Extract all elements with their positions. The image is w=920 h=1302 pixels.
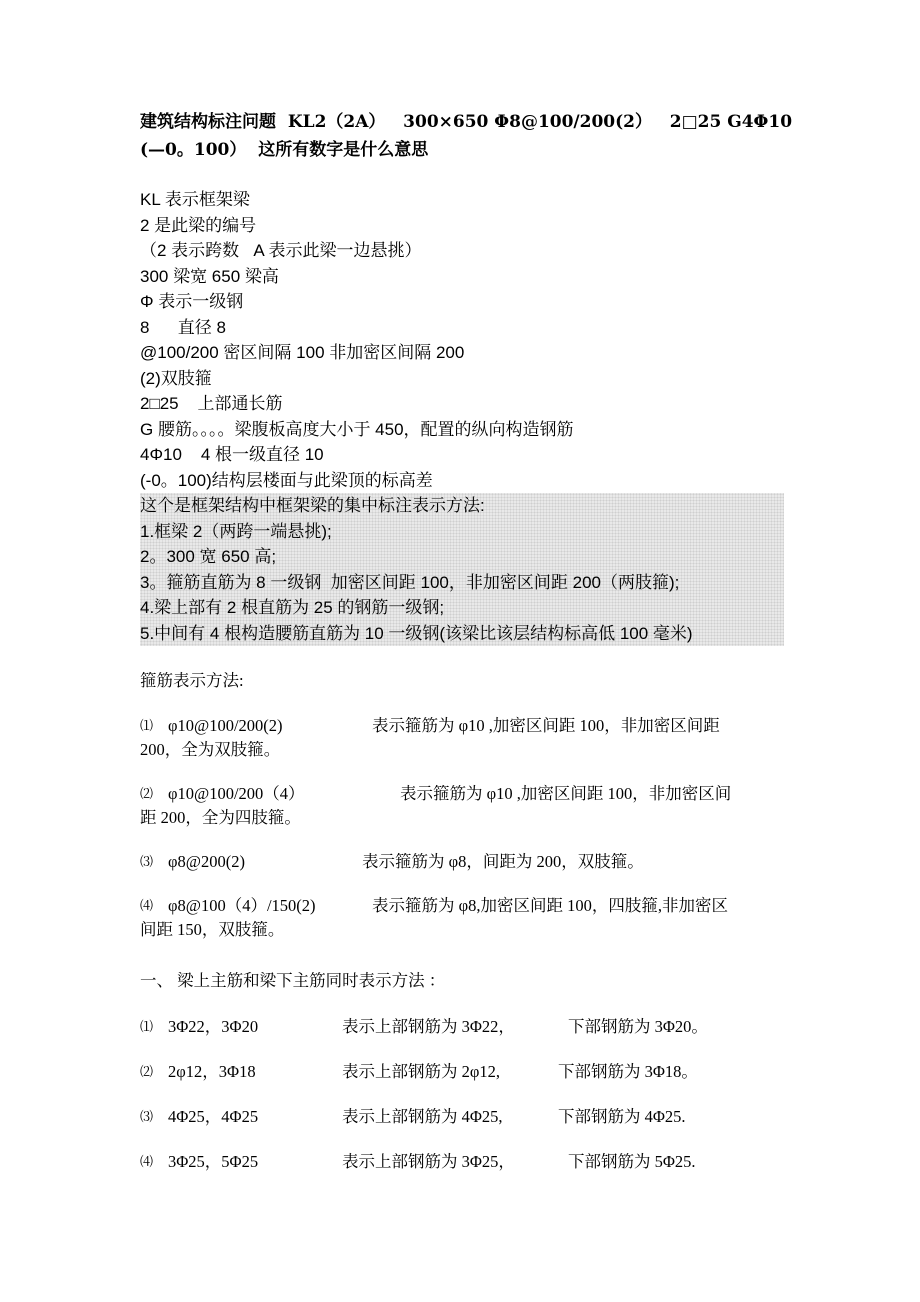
stirrup-code: φ10@100/200（4）: [168, 784, 305, 803]
stirrup-item: [140, 782, 800, 830]
stirrup-desc: 表示箍筋为 φ10 ,加密区间距 100，非加密区间: [400, 784, 732, 803]
bottom-bar-desc: 下部钢筋为 3Φ18。: [558, 1062, 698, 1081]
item-number: ⑵: [140, 1064, 154, 1079]
answer-line: G 腰筋。。。。梁腹板高度大小于 450，配置的纵向构造钢筋: [140, 419, 574, 439]
item-number: ⑶: [140, 1109, 154, 1124]
stirrup-code: φ10@100/200(2): [168, 716, 283, 735]
stirrup-desc-cont: 200，全为双肢箍。: [140, 740, 281, 759]
main-bar-code: 4Φ25，4Φ25: [168, 1107, 259, 1126]
answer-line: 4Φ10 4 根一级直径 10: [140, 445, 324, 464]
main-bar-row: [140, 1060, 800, 1084]
bottom-bar-desc: 下部钢筋为 5Φ25.: [568, 1152, 696, 1171]
item-number: ⑷: [140, 1154, 154, 1169]
stirrup-desc-cont: 距 200，全为四肢箍。: [140, 808, 301, 827]
highlighted-quote: [140, 493, 784, 646]
quote-line: 5.中间有 4 根构造腰筋直筋为 10 一级钢(该梁比该层结构标高低 100 毫米): [140, 623, 693, 643]
stirrup-section: [140, 668, 800, 1174]
stirrup-item: [140, 850, 800, 874]
item-number: ⑷: [140, 898, 154, 913]
item-text: [168, 850, 800, 874]
stirrup-item: [140, 714, 800, 762]
answer-line: Φ 表示一级钢: [140, 292, 244, 311]
item-number: ⑶: [140, 854, 154, 869]
quote-line: 2。300 宽 650 高;: [140, 547, 277, 566]
main-bar-row: [140, 1105, 800, 1129]
stirrup-heading: 箍筋表示方法:: [140, 671, 244, 690]
top-bar-desc: 表示上部钢筋为 3Φ22，: [342, 1017, 515, 1036]
stirrup-desc-cont: 间距 150，双肢箍。: [140, 920, 285, 939]
answer-line: (-0。100)结构层楼面与此梁顶的标高差: [140, 470, 433, 490]
top-bar-desc: 表示上部钢筋为 2φ12,: [342, 1062, 501, 1081]
answer-line: （2 表示跨数 A 表示此梁一边悬挑）: [140, 241, 422, 260]
main-bar-code: 3Φ22，3Φ20: [168, 1017, 259, 1036]
main-bar-heading: 一、 梁上主筋和梁下主筋同时表示方法 ：: [140, 971, 446, 990]
item-number: ⑴: [140, 718, 154, 733]
answer-line: 300 梁宽 650 梁高: [140, 266, 279, 286]
stirrup-desc: 表示箍筋为 φ8,加密区间距 100，四肢箍,非加密区: [372, 896, 729, 915]
main-bar-row: [140, 1150, 800, 1174]
bottom-bar-desc: 下部钢筋为 3Φ20。: [568, 1017, 708, 1036]
answer-line: @100/200 密区间隔 100 非加密区间隔 200: [140, 343, 465, 362]
main-bar-row: [140, 1015, 800, 1039]
stirrup-code: φ8@200(2): [168, 852, 245, 871]
question-title: 建筑结构标注问题 KL2（2A） 300×650 Φ8@100/200(2） 2□25 G4Φ10 (—0。100） 这所有数字是什么意思: [140, 112, 798, 160]
stirrup-item: [140, 894, 800, 942]
item-number: ⑵: [140, 786, 154, 801]
main-bar-code: 2φ12，3Φ18: [168, 1062, 256, 1081]
quote-line: 1.框梁 2（两跨一端悬挑);: [140, 521, 332, 541]
stirrup-desc: 表示箍筋为 φ8，间距为 200，双肢箍。: [362, 852, 644, 871]
answer-line: 2□25 上部通长筋: [140, 394, 283, 413]
main-bar-code: 3Φ25，5Φ25: [168, 1152, 259, 1171]
quote-line: 4.梁上部有 2 根直筋为 25 的钢筋一级钢;: [140, 598, 445, 617]
stirrup-desc: 表示箍筋为 φ10 ,加密区间距 100，非加密区间距: [372, 716, 720, 735]
quote-line: 3。箍筋直筋为 8 一级钢 加密区间距 100，非加密区间距 200（两肢箍);: [140, 572, 680, 592]
answer-block: [140, 187, 800, 646]
bottom-bar-desc: 下部钢筋为 4Φ25.: [558, 1107, 686, 1126]
item-text: [140, 894, 800, 942]
item-text: [140, 782, 800, 830]
top-bar-desc: 表示上部钢筋为 4Φ25,: [342, 1107, 503, 1126]
document-page: [140, 108, 800, 1174]
stirrup-code: φ8@100（4）/150(2): [168, 896, 316, 915]
answer-line: KL 表示框架梁: [140, 190, 250, 209]
answer-line: 2 是此梁的编号: [140, 215, 257, 235]
answer-line: 8 直径 8: [140, 317, 226, 337]
quote-line: 这个是框架结构中框架梁的集中标注表示方法:: [140, 496, 485, 515]
item-number: ⑴: [140, 1019, 154, 1034]
top-bar-desc: 表示上部钢筋为 3Φ25，: [342, 1152, 515, 1171]
answer-line: (2)双肢箍: [140, 368, 212, 388]
item-text: [140, 714, 800, 762]
